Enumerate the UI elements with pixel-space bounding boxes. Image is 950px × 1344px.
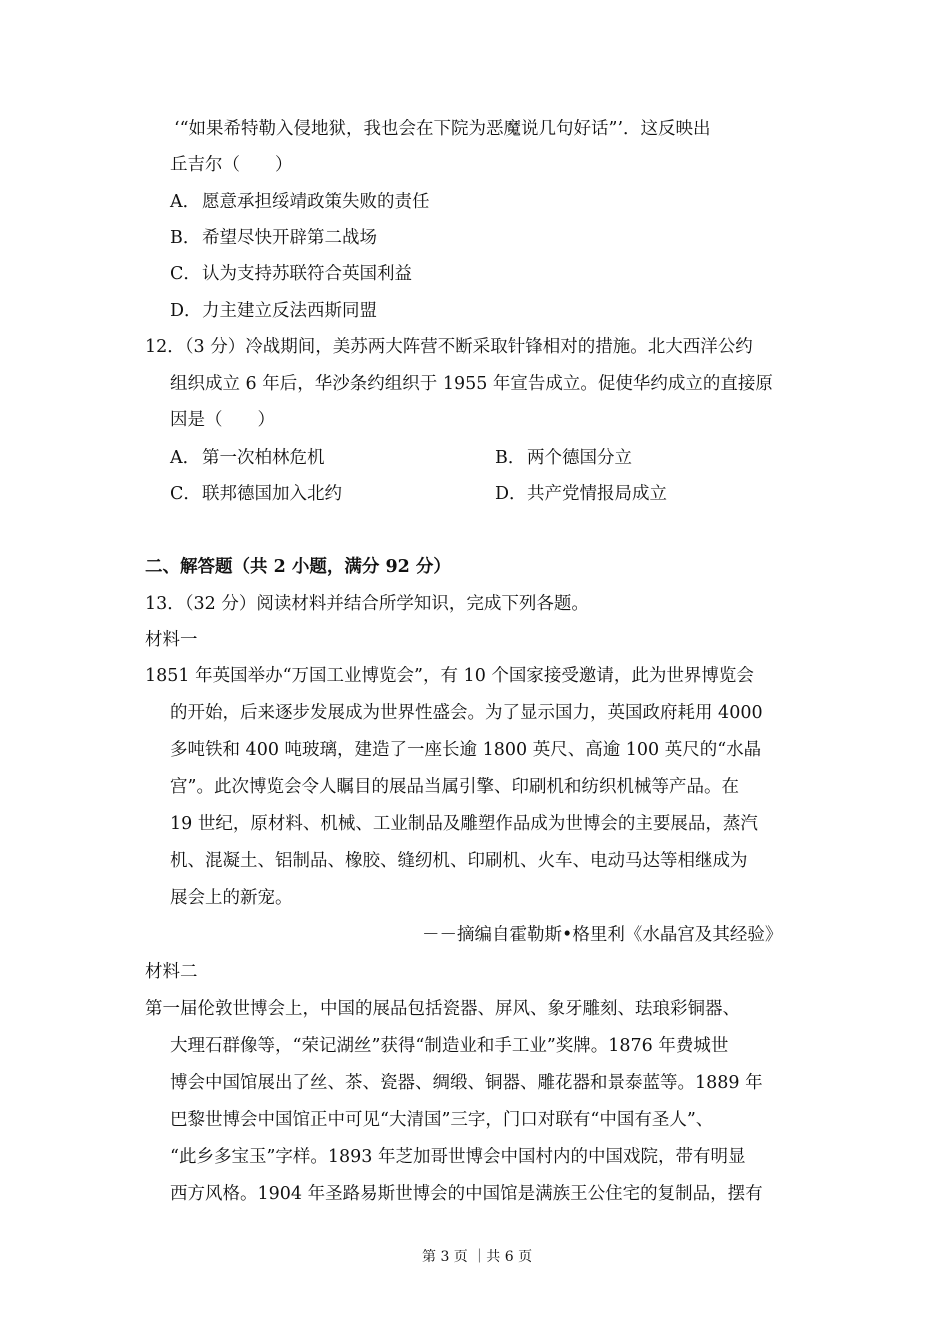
q11-option-d xyxy=(170,299,377,323)
material1-line: 19 世纪，原材料、机械、工业制品及雕塑作品成为世博会的主要展品，蒸汽 xyxy=(170,814,758,834)
option-text: 希望尽快开辟第二战场 xyxy=(202,228,377,248)
option-label: D． xyxy=(170,301,202,321)
option-text: 第一次柏林危机 xyxy=(202,448,325,468)
option-label: C． xyxy=(170,484,201,504)
material1-source: －－摘编自霍勒斯•格里利《水晶宫及其经验》 xyxy=(422,925,783,945)
material2-line: 西方风格。1904 年圣路易斯世博会的中国馆是满族王公住宅的复制品，摆有 xyxy=(170,1184,763,1204)
option-text: 愿意承担绥靖政策失败的责任 xyxy=(202,192,430,212)
material2-title: 材料二 xyxy=(145,962,198,982)
option-label: B． xyxy=(495,448,526,468)
q13-stem: 13．（32 分）阅读材料并结合所学知识，完成下列各题。 xyxy=(145,594,589,614)
material1-line: 的开始，后来逐步发展成为世界性盛会。为了显示国力，英国政府耗用 4000 xyxy=(170,703,763,723)
material2-line: 巴黎世博会中国馆正中可见“大清国”三字，门口对联有“中国有圣人”、 xyxy=(170,1110,714,1130)
q11-option-b xyxy=(170,226,377,250)
material1-line: 展会上的新宠。 xyxy=(170,888,293,908)
material1-line: 1851 年英国举办“万国工业博览会”，有 10 个国家接受邀请，此为世界博览会 xyxy=(145,666,754,686)
option-label: C． xyxy=(170,264,201,284)
material2-line: 博会中国馆展出了丝、茶、瓷器、绸缎、铜器、雕花器和景泰蓝等。1889 年 xyxy=(170,1073,763,1093)
q12-option-d xyxy=(495,482,667,506)
q12-stem-line1: 12．（3 分）冷战期间，美苏两大阵营不断采取针锋相对的措施。北大西洋公约 xyxy=(145,337,753,357)
option-label: A． xyxy=(170,192,201,212)
material1-line: 多吨铁和 400 吨玻璃，建造了一座长逾 1800 英尺、高逾 100 英尺的“水晶 xyxy=(170,740,762,760)
q11-stem-line1: ‘“如果希特勒入侵地狱，我也会在下院为恶魔说几句好话”’．这反映出 xyxy=(174,119,711,139)
material2-line: 大理石群像等，“荣记湖丝”获得“制造业和手工业”奖牌。1876 年费城世 xyxy=(170,1036,729,1056)
material1-line: 机、混凝土、铝制品、橡胶、缝纫机、印刷机、火车、电动马达等相继成为 xyxy=(170,851,748,871)
q11-option-a xyxy=(170,190,430,214)
q12-option-c xyxy=(170,482,342,506)
option-text: 联邦德国加入北约 xyxy=(202,484,342,504)
option-label: A． xyxy=(170,448,201,468)
q11-stem-line2: 丘吉尔（ ） xyxy=(170,155,293,175)
option-text: 两个德国分立 xyxy=(527,448,632,468)
material1-title: 材料一 xyxy=(145,630,198,650)
option-label: B． xyxy=(170,228,201,248)
q11-option-c xyxy=(170,262,412,286)
q12-stem-line2: 组织成立 6 年后，华沙条约组织于 1955 年宣告成立。促使华约成立的直接原 xyxy=(170,374,773,394)
q12-option-a xyxy=(170,446,325,470)
q12-option-b xyxy=(495,446,632,470)
q12-stem-line3: 因是（ ） xyxy=(170,410,275,430)
option-text: 力主建立反法西斯同盟 xyxy=(202,301,377,321)
material1-line: 宫”。此次博览会令人瞩目的展品当属引擎、印刷机和纺织机械等产品。在 xyxy=(170,777,739,797)
option-text: 共产党情报局成立 xyxy=(527,484,667,504)
page-number: 第 3 页 ｜共 6 页 xyxy=(422,1249,533,1265)
option-label: D． xyxy=(495,484,527,504)
material2-line: “此乡多宝玉”字样。1893 年芝加哥世博会中国村内的中国戏院，带有明显 xyxy=(170,1147,746,1167)
option-text: 认为支持苏联符合英国利益 xyxy=(202,264,412,284)
material2-line: 第一届伦敦世博会上，中国的展品包括瓷器、屏风、象牙雕刻、珐琅彩铜器、 xyxy=(145,999,740,1019)
section-heading: 二、解答题（共 2 小题，满分 92 分） xyxy=(145,557,451,577)
